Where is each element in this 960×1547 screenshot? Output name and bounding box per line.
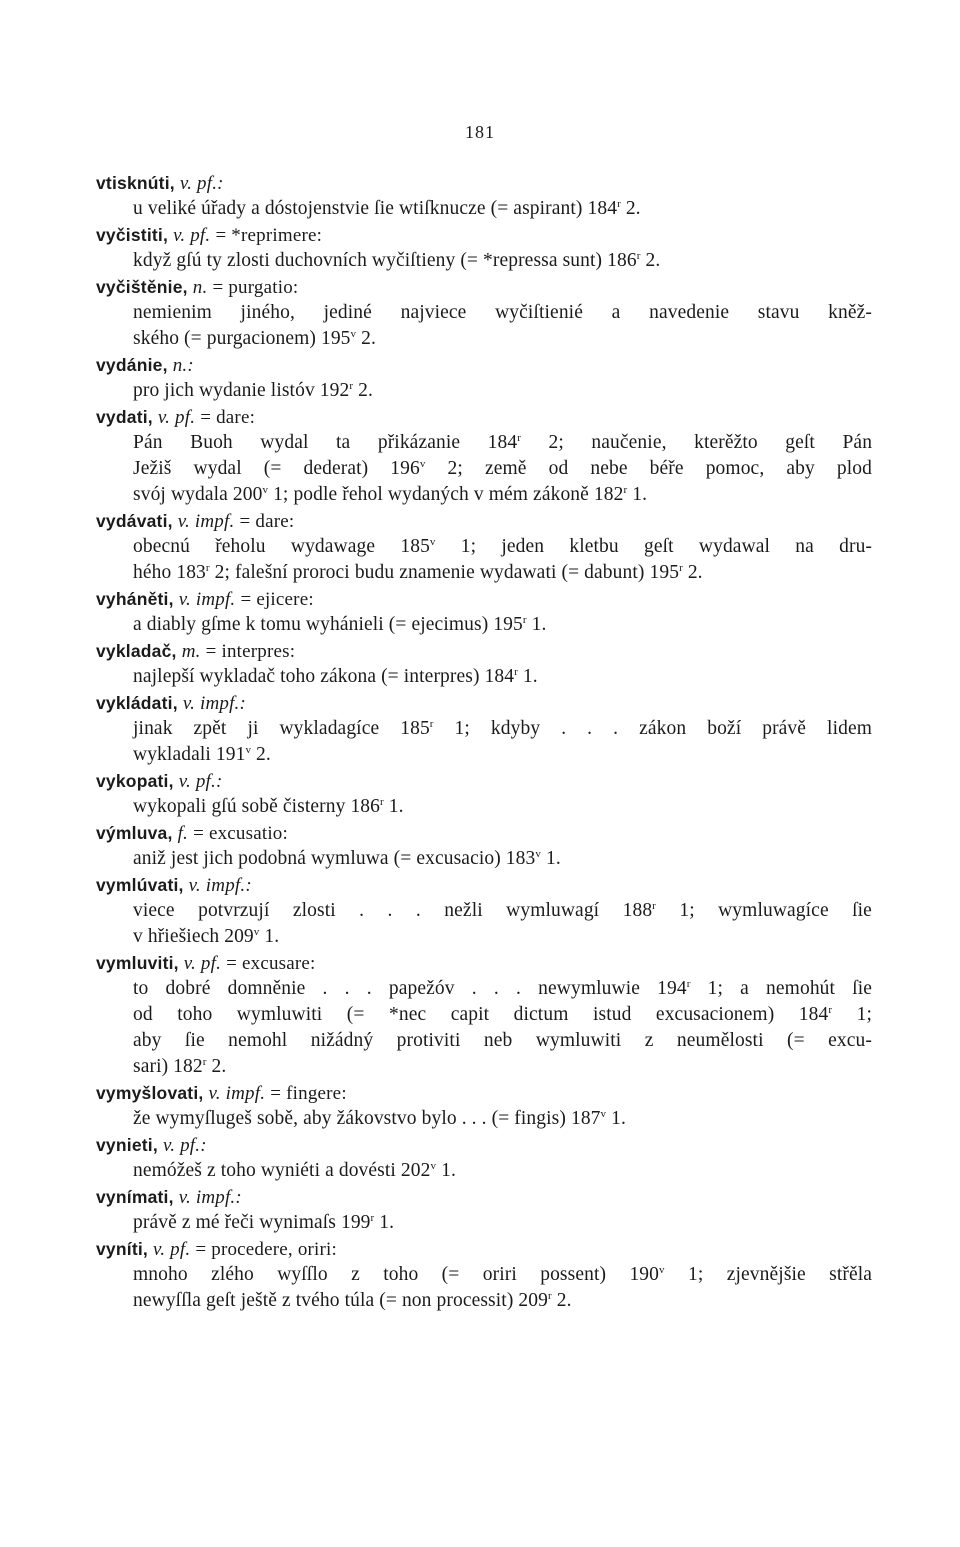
citation-line: Ježiš wydal (= dederat) 196$^v$ 2; země od nebe béře pomoc, aby plod <box>133 458 872 479</box>
headword: vykopati, <box>96 771 174 791</box>
page-number: 181 <box>465 122 495 142</box>
part-of-speech: v. pf.: <box>178 771 223 792</box>
citation-line: ského (= purgacionem) 195$^v$ 2. <box>133 328 376 349</box>
entry-heading <box>96 1184 872 1210</box>
headword: vtisknúti, <box>96 173 175 193</box>
citation-line: pro jich wydanie listóv 192$^r$ 2. <box>133 380 373 401</box>
dictionary-entry <box>96 872 872 950</box>
entry-citation <box>96 378 872 404</box>
entry-citation <box>96 1262 872 1314</box>
citation-line: v hřiešiech 209$^v$ 1. <box>133 926 280 947</box>
entry-citation <box>96 1158 872 1184</box>
entry-heading <box>96 170 872 196</box>
entry-citation <box>96 846 872 872</box>
citation-line: nemóžeš z toho wyniéti a dovésti 202$^v$ 1. <box>133 1160 456 1181</box>
citation-line: wykladali 191$^v$ 2. <box>133 744 271 765</box>
latin-gloss: = *reprimere: <box>215 225 323 246</box>
entry-citation <box>96 716 872 768</box>
entry-heading <box>96 508 872 534</box>
headword: vyčištěnie, <box>96 277 188 297</box>
part-of-speech: f. <box>177 823 189 844</box>
part-of-speech: v. pf.: <box>162 1135 207 1156</box>
citation-line: aniž jest jich podobná wymluwa (= excusacio) 183$^v$ 1. <box>133 848 561 869</box>
latin-gloss: = dare: <box>200 407 256 428</box>
citation-line: wykopali gſú sobě čisterny 186$^r$ 1. <box>133 796 404 817</box>
citation-line: viece potvrzují zlosti . . . nežli wymluwagí 188$^r$ 1; wymluwagíce ſie <box>133 900 872 921</box>
entry-citation <box>96 248 872 274</box>
latin-gloss: = excusatio: <box>193 823 288 844</box>
part-of-speech: v. impf.: <box>178 1187 242 1208</box>
entry-citation <box>96 976 872 1080</box>
headword: vymluviti, <box>96 953 179 973</box>
entry-citation <box>96 794 872 820</box>
part-of-speech: v. impf. <box>177 511 235 532</box>
citation-line: od toho wymluwiti (= *nec capit dictum istud excusacionem) 184$^r$ 1; <box>133 1004 872 1025</box>
dictionary-entry <box>96 222 872 274</box>
citation-line: obecnú řeholu wydawage 185$^v$ 1; jeden kletbu geſt wydawal na dru- <box>133 536 873 557</box>
part-of-speech: v. impf. <box>208 1083 266 1104</box>
entry-citation <box>96 300 872 352</box>
latin-gloss: = interpres: <box>205 641 296 662</box>
headword: vyčistiti, <box>96 225 169 245</box>
citation-line: sari) 182$^r$ 2. <box>133 1056 227 1077</box>
citation-line: Pán Buoh wydal ta přikázanie 184$^r$ 2; naučenie, kterěžto geſt Pán <box>133 432 873 453</box>
part-of-speech: m. <box>181 641 201 662</box>
citation-line: a diably gſme k tomu wyhánieli (= ejecimus) 195$^r$ 1. <box>133 614 547 635</box>
citation-line: právě z mé řeči wynimaſs 199$^r$ 1. <box>133 1212 395 1233</box>
citation-line: jinak zpět ji wykladagíce 185$^r$ 1; kdyby . . . zákon boží právě lidem <box>133 718 872 739</box>
entry-heading <box>96 586 872 612</box>
headword: vyníti, <box>96 1239 148 1259</box>
latin-gloss: = procedere, oriri: <box>195 1239 338 1260</box>
entry-citation <box>96 196 872 222</box>
dictionary-entry <box>96 690 872 768</box>
part-of-speech: v. pf. <box>153 1239 191 1260</box>
headword: vykládati, <box>96 693 178 713</box>
entry-heading <box>96 768 872 794</box>
dictionary-entry <box>96 638 872 690</box>
dictionary-entry <box>96 1236 872 1314</box>
entry-citation <box>96 664 872 690</box>
headword: výmluva, <box>96 823 173 843</box>
citation-line: u veliké úřady a dóstojenstvie ſie wtiſknucze (= aspirant) 184$^r$ 2. <box>133 198 641 219</box>
citation-line: když gſú ty zlosti duchovních wyčiſtieny (= *repressa sunt) 186$^r$ 2. <box>133 250 661 271</box>
entry-heading <box>96 404 872 430</box>
headword: vydánie, <box>96 355 168 375</box>
part-of-speech: v. pf. <box>157 407 196 428</box>
dictionary-entries <box>96 170 872 1314</box>
part-of-speech: v. impf. <box>178 589 236 610</box>
dictionary-entry <box>96 950 872 1080</box>
dictionary-entry <box>96 508 872 586</box>
part-of-speech: v. pf. <box>183 953 222 974</box>
headword: vynieti, <box>96 1135 158 1155</box>
entry-heading <box>96 1236 872 1262</box>
entry-citation <box>96 430 872 508</box>
part-of-speech: n.: <box>172 355 194 376</box>
entry-heading <box>96 872 872 898</box>
entry-heading <box>96 638 872 664</box>
entry-citation <box>96 534 872 586</box>
part-of-speech: n. <box>192 277 208 298</box>
entry-heading <box>96 690 872 716</box>
part-of-speech: v. pf. <box>173 225 211 246</box>
headword: vykladač, <box>96 641 177 661</box>
dictionary-entry <box>96 1132 872 1184</box>
citation-line: aby ſie nemohl nižádný protiviti neb wymluwiti z neumělosti (= excu- <box>133 1030 872 1051</box>
latin-gloss: = excusare: <box>226 953 316 974</box>
citation-line: že wymyſlugeš sobě, aby žákovstvo bylo . . . (= fingis) 187$^v$ 1. <box>133 1108 626 1129</box>
entry-heading <box>96 1080 872 1106</box>
entry-heading <box>96 274 872 300</box>
dictionary-entry <box>96 1184 872 1236</box>
dictionary-entry <box>96 586 872 638</box>
dictionary-entry <box>96 404 872 508</box>
part-of-speech: v. impf.: <box>182 693 247 714</box>
entry-citation <box>96 612 872 638</box>
citation-line: svój wydala 200$^v$ 1; podle řehol wydaných v mém zákoně 182$^r$ 1. <box>133 484 648 505</box>
entry-heading <box>96 222 872 248</box>
entry-heading <box>96 1132 872 1158</box>
dictionary-entry <box>96 170 872 222</box>
latin-gloss: = dare: <box>239 511 295 532</box>
dictionary-entry <box>96 274 872 352</box>
dictionary-entry <box>96 768 872 820</box>
headword: vymlúvati, <box>96 875 184 895</box>
dictionary-entry <box>96 820 872 872</box>
headword: vymyšlovati, <box>96 1083 204 1103</box>
citation-line: newyſſla geſt ještě z tvého túla (= non processit) 209$^r$ 2. <box>133 1290 572 1311</box>
dictionary-entry <box>96 352 872 404</box>
dictionary-entry <box>96 1080 872 1132</box>
headword: vyháněti, <box>96 589 174 609</box>
entry-citation <box>96 898 872 950</box>
headword: vydávati, <box>96 511 173 531</box>
part-of-speech: v. impf.: <box>188 875 252 896</box>
entry-heading <box>96 820 872 846</box>
headword: vynímati, <box>96 1187 174 1207</box>
entry-citation <box>96 1106 872 1132</box>
entry-citation <box>96 1210 872 1236</box>
citation-line: najlepší wykladač toho zákona (= interpres) 184$^r$ 1. <box>133 666 538 687</box>
latin-gloss: = ejicere: <box>240 589 314 610</box>
citation-line: nemienim jiného, jediné najviece wyčiſtienié a navedenie stavu kněž- <box>133 302 873 323</box>
citation-line: mnoho zlého wyſſlo z toho (= oriri possent) 190$^v$ 1; zjevnějšie střěla <box>133 1264 873 1285</box>
citation-line: to dobré domněnie . . . papežóv . . . newymluwie 194$^r$ 1; a nemohút ſie <box>133 978 873 999</box>
part-of-speech: v. pf.: <box>179 173 224 194</box>
latin-gloss: = fingere: <box>270 1083 347 1104</box>
entry-heading <box>96 352 872 378</box>
latin-gloss: = purgatio: <box>212 277 299 298</box>
headword: vydati, <box>96 407 153 427</box>
entry-heading <box>96 950 872 976</box>
citation-line: hého 183$^r$ 2; falešní proroci budu znamenie wydawati (= dabunt) 195$^r$ 2. <box>133 562 703 583</box>
